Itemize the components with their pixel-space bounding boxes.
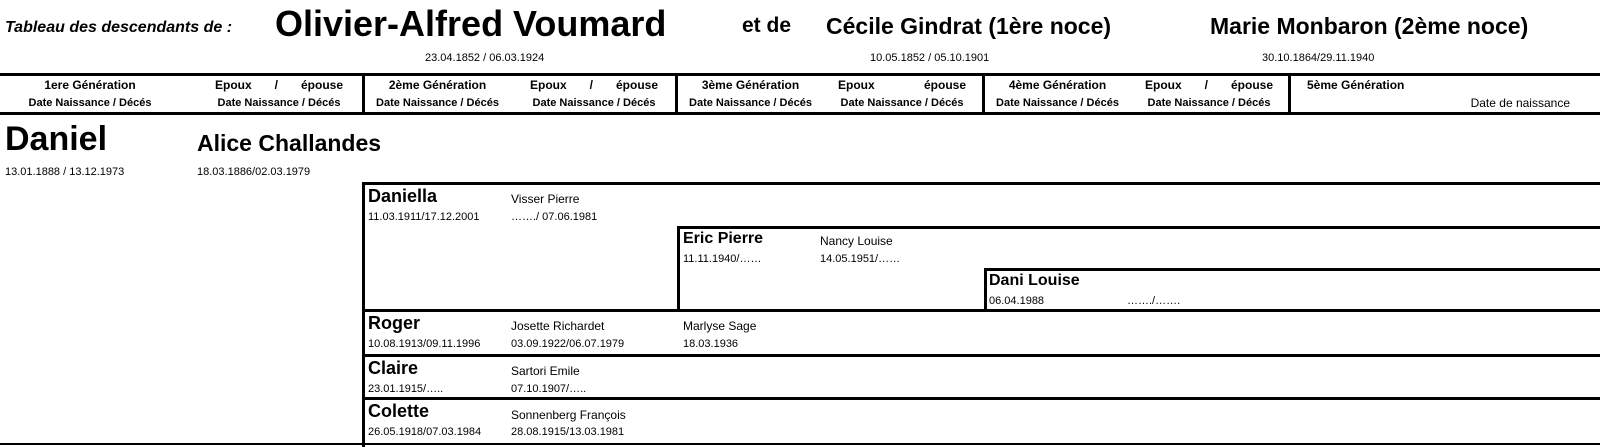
person-roger-name: Roger: [368, 313, 421, 333]
header-gen5: [1292, 76, 1600, 114]
header-gen2-dates: Date Naissance / Décés: [376, 97, 499, 109]
header-gen1-dates: Date Naissance / Décés: [28, 97, 152, 109]
person-roger-spouse2: Marlyse Sage: [683, 319, 757, 333]
person-alice-name: Alice Challandes: [197, 130, 382, 156]
second-spouse-name: Marie Monbaron (2ème noce): [1210, 13, 1529, 39]
header-spouse1-sep: /: [274, 78, 278, 92]
first-spouse-name: Cécile Gindrat (1ère noce): [826, 13, 1112, 39]
person-roger-spouse-dates: 03.09.1922/06.07.1979: [511, 338, 625, 350]
header-spouse4-title: [1145, 78, 1273, 92]
header-spouse4: [1145, 76, 1273, 114]
header-gen2-title: 2ème Génération: [388, 78, 487, 92]
person-daniella-spouse-dates: ……./ 07.06.1981: [511, 211, 598, 223]
tree-top-rule: [362, 182, 1600, 185]
header-divider-1: [362, 73, 365, 115]
header-gen1-title: 1ere Génération: [44, 78, 136, 92]
header-spouse2-title: [530, 78, 658, 92]
person-daniella-name: Daniella: [368, 186, 438, 206]
header-spouse2-dates: Date Naissance / Décés: [532, 97, 656, 109]
header-divider-3: [982, 73, 985, 115]
person-claire-spouse: Sartori Emile: [511, 364, 580, 378]
tree-rule-roger: [362, 309, 1600, 312]
person-claire-name: Claire: [368, 358, 419, 378]
header-gen4: [990, 76, 1125, 114]
main-ancestor-name: Olivier-Alfred Voumard: [275, 3, 667, 44]
header-spouse4-epouse: épouse: [1230, 78, 1273, 92]
tree-rule-colette: [362, 397, 1600, 400]
header-gen3-dates: Date Naissance / Décés: [689, 97, 812, 109]
person-colette-spouse: Sonnenberg François: [511, 408, 626, 422]
tree-bottom-rule: [0, 443, 1600, 445]
person-dani-name: Dani Louise: [989, 272, 1080, 289]
header-gen3-title: 3ème Génération: [701, 78, 800, 92]
person-daniella-spouse: Visser Pierre: [511, 192, 580, 206]
person-claire-spouse-dates: 07.10.1907/…..: [511, 383, 587, 395]
second-spouse-dates: 30.10.1864/29.11.1940: [1262, 52, 1375, 64]
person-eric-dates: 11.11.1940/……: [683, 253, 762, 265]
person-colette-dates: 26.05.1918/07.03.1984: [368, 426, 482, 438]
header-spouse3-epouse: épouse: [923, 78, 966, 92]
header-gen5-title: 5ème Génération: [1307, 78, 1405, 92]
person-daniel-name: Daniel: [5, 120, 108, 158]
header-spouse1-epoux: Epoux: [215, 78, 252, 92]
header-divider-4: [1288, 73, 1291, 115]
person-colette-name: Colette: [368, 401, 430, 421]
person-alice-dates: 18.03.1886/02.03.1979: [197, 166, 311, 178]
person-eric-spouse: Nancy Louise: [820, 234, 893, 248]
person-eric-spouse-dates: 14.05.1951/……: [820, 253, 901, 265]
main-ancestor-dates: 23.04.1852 / 06.03.1924: [425, 52, 545, 64]
header-spouse4-sep: /: [1204, 78, 1208, 92]
header-gen4-title: 4ème Génération: [1008, 78, 1107, 92]
header-gen4-dates: Date Naissance / Décés: [996, 97, 1119, 109]
person-daniella-dates: 11.03.1911/17.12.2001: [368, 211, 480, 223]
tree-vertical-dani: [984, 268, 987, 309]
header-spouse4-epoux: Epoux: [1145, 78, 1182, 92]
header-spouse3-epoux: Epoux: [838, 78, 875, 92]
title-prefix: Tableau des descendants de :: [5, 19, 233, 36]
header-gen1: [20, 76, 160, 114]
header-spouse1-epouse: épouse: [300, 78, 343, 92]
header-spouse1: [215, 76, 343, 114]
tree-vertical-eric: [677, 226, 680, 309]
header-spouse2: [530, 76, 658, 114]
header-gen3: [683, 76, 818, 114]
header-spouse1-dates: Date Naissance / Décés: [217, 97, 341, 109]
header-spouse2-epouse: épouse: [615, 78, 658, 92]
person-dani-dates: 06.04.1988: [989, 295, 1045, 307]
person-daniel-dates: 13.01.1888 / 13.12.1973: [5, 166, 125, 178]
person-claire-dates: 23.01.1915/…..: [368, 383, 444, 395]
first-spouse-dates: 10.05.1852 / 05.10.1901: [870, 52, 990, 64]
tree-rule-claire: [362, 354, 1600, 357]
title-connector: et de: [742, 14, 792, 37]
header-gen2: [370, 76, 505, 114]
tree-rule-dani: [984, 268, 1600, 271]
header-spouse3-dates: Date Naissance / Décés: [840, 97, 964, 109]
header-spouse2-sep: /: [589, 78, 593, 92]
person-roger-spouse2-dates: 18.03.1936: [683, 338, 739, 350]
header-spouse3: [838, 76, 966, 114]
header-spouse3-title: [838, 78, 966, 92]
person-eric-name: Eric Pierre: [683, 230, 764, 247]
person-roger-spouse: Josette Richardet: [511, 319, 605, 333]
header-spouse2-epoux: Epoux: [530, 78, 567, 92]
header-spouse4-dates: Date Naissance / Décés: [1147, 97, 1271, 109]
header-gen5-dates: Date de naissance: [1470, 96, 1570, 110]
person-roger-dates: 10.08.1913/09.11.1996: [368, 338, 481, 350]
person-dani-spouse-dates: ……./…….: [1127, 295, 1181, 307]
header-spouse1-title: [215, 78, 343, 92]
tree-rule-eric: [677, 226, 1600, 229]
person-colette-spouse-dates: 28.08.1915/13.03.1981: [511, 426, 625, 438]
header-divider-2: [675, 73, 678, 115]
tree-left-vertical: [362, 182, 365, 447]
